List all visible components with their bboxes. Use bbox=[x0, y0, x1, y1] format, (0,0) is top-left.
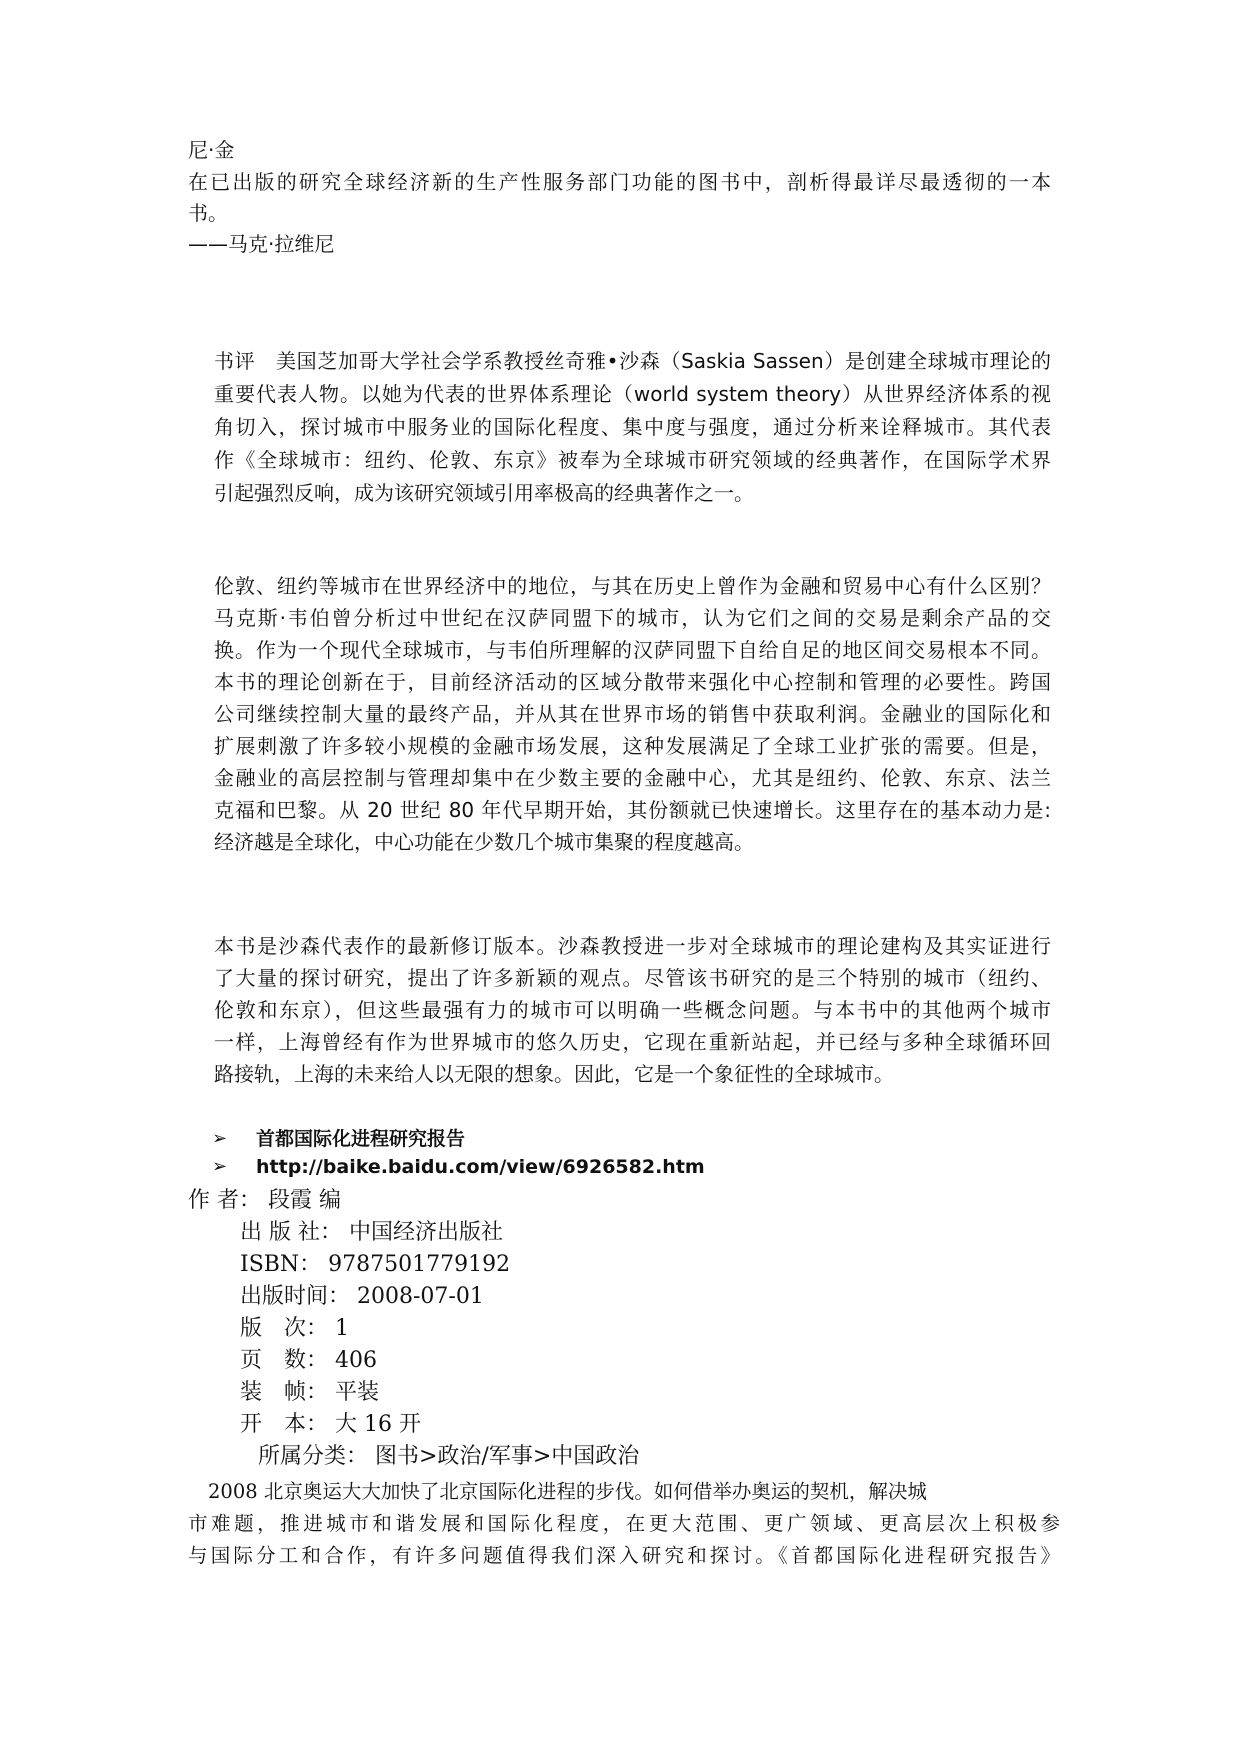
quote-line-2: 书。 bbox=[188, 201, 228, 225]
para3-line-4: 一样，上海曾经有作为世界城市的悠久历史，它现在重新站起，并已经与多种全球循环回 bbox=[214, 1030, 1051, 1054]
quote-line-1: 在已出版的研究全球经济新的生产性服务部门功能的图书中，剖析得最详尽最透彻的一本 bbox=[188, 170, 1051, 194]
book-pages: 页 数： 406 bbox=[240, 1348, 377, 1373]
review-line-1: 书评 美国芝加哥大学社会学系教授丝奇雅•沙森（Saskia Sassen）是创建全球城市理论的 bbox=[214, 349, 1051, 373]
para2-line-8: 克福和巴黎。从 20 世纪 80 年代早期开始，其份额就已快速增长。这里存在的基本动力是: bbox=[214, 798, 1051, 822]
bullet-arrow-icon: ➢ bbox=[212, 1156, 228, 1177]
review-line-5: 引起强烈反响，成为该研究领域引用率极高的经典著作之一。 bbox=[214, 481, 754, 505]
para2-line-3: 换。作为一个现代全球城市，与韦伯所理解的汉萨同盟下自给自足的地区间交易根本不同。 bbox=[214, 638, 1051, 662]
book-edition: 版 次： 1 bbox=[240, 1316, 349, 1341]
para2-line-5: 公司继续控制大量的最终产品，并从其在世界市场的销售中获取利润。金融业的国际化和 bbox=[214, 702, 1051, 726]
para3-line-1: 本书是沙森代表作的最新修订版本。沙森教授进一步对全球城市的理论建构及其实证进行 bbox=[214, 934, 1051, 958]
quote-attribution-2: ——马克·拉维尼 bbox=[188, 232, 335, 256]
bullet-item-title: 首都国际化进程研究报告 bbox=[256, 1128, 466, 1150]
para3-line-3: 伦敦和东京），但这些最强有力的城市可以明确一些概念问题。与本书中的其他两个城市 bbox=[214, 998, 1051, 1022]
para4-line-3: 与国际分工和合作，有许多问题值得我们深入研究和探讨。《首都国际化进程研究报告》 bbox=[188, 1544, 1060, 1567]
para2-line-6: 扩展刺激了许多较小规模的金融市场发展，这种发展满足了全球工业扩张的需要。但是， bbox=[214, 734, 1051, 758]
para2-line-4: 本书的理论创新在于，目前经济活动的区域分散带来强化中心控制和管理的必要性。跨国 bbox=[214, 670, 1051, 694]
para2-line-1: 伦敦、纽约等城市在世界经济中的地位，与其在历史上曾作为金融和贸易中心有什么区别？ bbox=[214, 574, 1051, 598]
book-format: 开 本： 大 16 开 bbox=[240, 1412, 421, 1437]
para2-line-9: 经济越是全球化，中心功能在少数几个城市集聚的程度越高。 bbox=[214, 830, 754, 854]
para2-line-7: 金融业的高层控制与管理却集中在少数主要的金融中心，尤其是纽约、伦敦、东京、法兰 bbox=[214, 766, 1051, 790]
book-publisher: 出 版 社： 中国经济出版社 bbox=[240, 1220, 503, 1245]
book-binding: 装 帧： 平装 bbox=[240, 1380, 379, 1405]
para4-line-1: 2008 北京奥运大大加快了北京国际化进程的步伐。如何借举办奥运的契机，解决城 bbox=[208, 1480, 927, 1503]
para4-line-2: 市难题，推进城市和谐发展和国际化程度，在更大范围、更广领域、更高层次上积极参 bbox=[188, 1512, 1060, 1535]
quote-attribution-1: 尼·金 bbox=[188, 138, 235, 162]
para2-line-2: 马克斯·韦伯曾分析过中世纪在汉萨同盟下的城市，认为它们之间的交易是剩余产品的交 bbox=[214, 606, 1051, 630]
book-author: 作 者： 段霞 编 bbox=[188, 1188, 341, 1213]
review-line-3: 角切入，探讨城市中服务业的国际化程度、集中度与强度，通过分析来诠释城市。其代表 bbox=[214, 415, 1051, 439]
review-line-2: 重要代表人物。以她为代表的世界体系理论（world system theory）从世界经济体系的视 bbox=[214, 382, 1051, 406]
bullet-arrow-icon: ➢ bbox=[212, 1128, 228, 1149]
review-line-4: 作《全球城市：纽约、伦敦、东京》被奉为全球城市研究领域的经典著作，在国际学术界 bbox=[214, 448, 1051, 472]
book-category: 所属分类： 图书>政治/军事>中国政治 bbox=[258, 1444, 640, 1469]
para3-line-5: 路接轨，上海的未来给人以无限的想象。因此，它是一个象征性的全球城市。 bbox=[214, 1062, 894, 1086]
book-isbn: ISBN： 9787501779192 bbox=[240, 1252, 511, 1277]
book-pub-date: 出版时间： 2008-07-01 bbox=[240, 1284, 484, 1309]
para3-line-2: 了大量的探讨研究，提出了许多新颖的观点。尽管该书研究的是三个特别的城市（纽约、 bbox=[214, 966, 1051, 990]
bullet-item-link[interactable]: http://baike.baidu.com/view/6926582.htm bbox=[256, 1156, 705, 1178]
